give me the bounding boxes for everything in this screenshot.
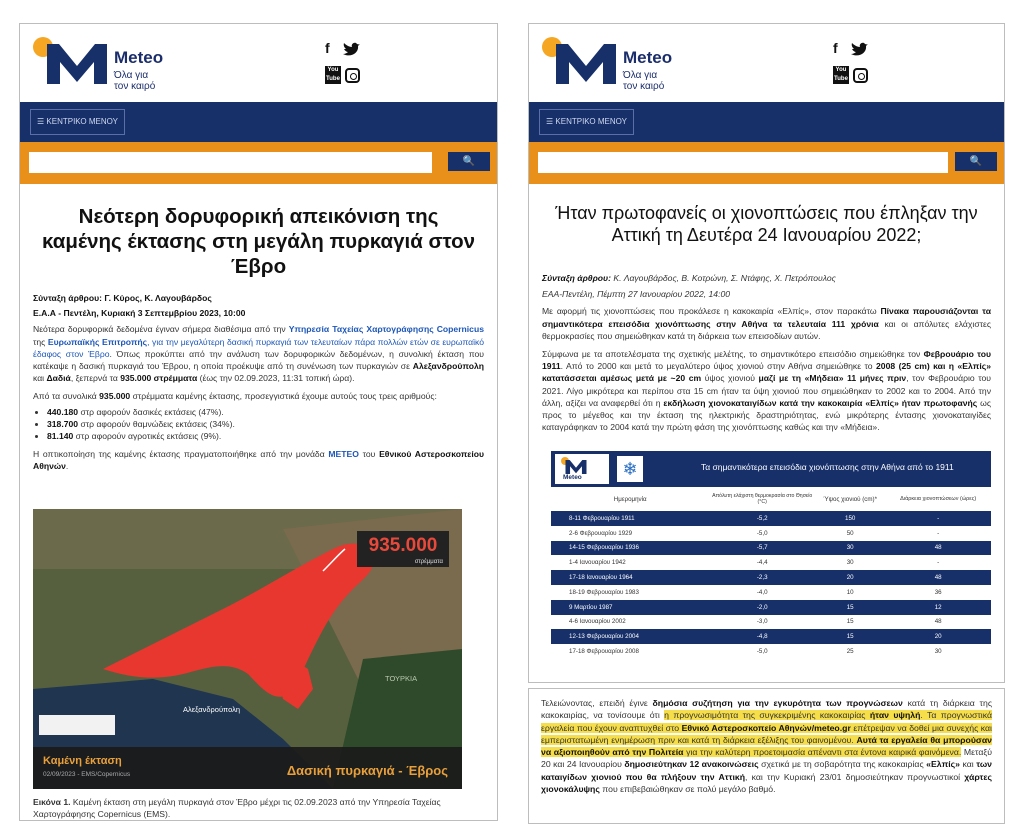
table-row: 9 Μαρτίου 1987 -2,0 15 12 bbox=[551, 600, 991, 615]
burned-area-number: 935.000 στρέμματα bbox=[357, 531, 449, 567]
paragraph-1: Με αφορμή τις χιονοπτώσεις που προκάλεσε η κακοκαιρία «Ελπίς», στον παρακάτω Πίνακα παρουσιάζονται τα σημαντικότερα επεισόδια χιονόπτωσης στην Αθήνα τα τελευταία 111 χρόνια και οι απόλυτες ελάχιστες θερμοκρασίες που σημειώθηκαν κατά τη διάρκεια των επεισοδίων αυτών. bbox=[542, 306, 991, 341]
brand-name: Meteo bbox=[623, 48, 673, 67]
list-item: • 440.180 στρ αφορούν δασικές εκτάσεις (47%). bbox=[47, 406, 484, 418]
fire-link[interactable]: , για την μεγαλύτερη δασική πυρκαγιά των τελευταίων πάρα πολλών ετών σε ευρωπαϊκό έδαφος στον Έβρο bbox=[33, 336, 484, 359]
table-row: 18-19 Φεβρουαρίου 1983 -4,0 10 36 bbox=[551, 585, 991, 600]
brand-name: Meteo bbox=[114, 48, 164, 67]
youtube-icon[interactable]: You Tube bbox=[834, 67, 848, 82]
table-row: 17-18 Ιανουαρίου 1964 -2,3 20 48 bbox=[551, 570, 991, 585]
main-nav-bar bbox=[20, 102, 497, 142]
dateline: Ε.Α.Α - Πεντέλη, Κυριακή 3 Σεπτεμβρίου 2023, 10:00 bbox=[33, 308, 246, 319]
stats-list bbox=[47, 406, 484, 443]
article-body bbox=[33, 292, 484, 479]
map-label-town: Αλεξανδρούπολη bbox=[183, 705, 241, 714]
main-menu-button[interactable]: ☰ ΚΕΝΤΡΙΚΟ ΜΕΝΟΥ bbox=[539, 109, 634, 135]
snowfall-table bbox=[551, 451, 991, 683]
paragraph-1: Νεότερα δορυφορικά δεδομένα έγιναν σήμερα διαθέσιμα από την Υπηρεσία Ταχείας Χαρτογράφησης Copernicus της Ευρωπαϊκής Επιτροπής, για την μεγαλύτερη δασική πυρκαγιά των τελευταίων πάρα πολλών ετών σε ευρωπαϊκό έδαφος στον Έβρο. Όπως προκύπτει από την ανάλυση των δορυφορικών δεδομένων, η συνολική έκταση που κατέκαψε η δασική πυρκαγιά του Έβρου, η οποία προέκυψε από τη συνένωση των πυρκαγιών σε Αλεξανδρούπολη και Δαδιά, ξεπερνά τα 935.000 στρέμματα (έως την 02.09.2023, 11:31 τοπική ώρα). bbox=[33, 324, 484, 384]
list-item: • 81.140 στρ αφορούν αγροτικές εκτάσεις (9%). bbox=[47, 430, 484, 442]
snowfall-data-table bbox=[551, 487, 991, 659]
table-row: 8-11 Φεβρουαρίου 1911 -5,2 150 - bbox=[551, 511, 991, 526]
meteo-logo-icon[interactable] bbox=[556, 44, 616, 84]
twitter-icon[interactable] bbox=[343, 42, 361, 57]
byline: Σύνταξη άρθρου: Κ. Λαγουβάρδος, Β. Κοτρώνη, Σ. Ντάφης, Χ. Πετρόπουλος bbox=[542, 273, 836, 283]
table-row: 12-13 Φεβρουαρίου 2004 -4,8 15 20 bbox=[551, 629, 991, 644]
youtube-icon[interactable]: You Tube bbox=[326, 67, 340, 82]
table-header-temp: Απόλυτη ελάχιστη θερμοκρασία στο Θησείο (°C) bbox=[709, 487, 815, 511]
article-title: Ήταν πρωτοφανείς οι χιονοπτώσεις που έπληξαν την Αττική τη Δευτέρα 24 Ιανουαρίου 2022; bbox=[555, 203, 978, 245]
instagram-icon[interactable] bbox=[345, 68, 360, 83]
dateline: ΕΑΑ-Πεντέλη, Πέμπτη 27 Ιανουαρίου 2022, 14:00 bbox=[542, 289, 731, 300]
main-menu-button[interactable]: ☰ ΚΕΝΤΡΙΚΟ ΜΕΝΟΥ bbox=[30, 109, 125, 135]
table-row: 2-6 Φεβρουαρίου 1929 -5,0 50 - bbox=[551, 526, 991, 541]
meteo-logo-icon[interactable] bbox=[47, 44, 107, 84]
facebook-icon[interactable]: f bbox=[833, 40, 838, 56]
eu-commission-link[interactable]: Ευρωπαϊκής Επιτροπής bbox=[47, 336, 148, 347]
table-header-duration: Διάρκεια χιονοπτώσεων (ώρες) bbox=[885, 487, 991, 511]
twitter-icon[interactable] bbox=[851, 42, 869, 57]
article-excerpt-forecast bbox=[528, 688, 1005, 824]
paragraph-3: Η οπτικοποίηση της καμένης έκτασης πραγματοποιήθηκε από την μονάδα METEO του Εθνικού Αστεροσκοπείου Αθηνών. bbox=[33, 449, 485, 472]
map-caption-source: 02/09/2023 - EMS/Copernicus bbox=[43, 771, 131, 778]
paragraph-2: Από τα συνολικά 935.000 στρέμματα καμένης έκτασης, προσεγγιστικά έχουμε αυτούς τους τρεις αριθμούς: bbox=[33, 391, 437, 402]
main-nav-bar bbox=[529, 102, 1004, 142]
byline: Σύνταξη άρθρου: Γ. Κύρος, Κ. Λαγουβάρδος bbox=[33, 293, 212, 303]
search-icon[interactable]: 🔍 bbox=[448, 152, 490, 171]
search-input[interactable] bbox=[29, 152, 432, 173]
facebook-icon[interactable]: f bbox=[325, 40, 330, 56]
table-header-snow: Ύψος χιονιού (cm)* bbox=[815, 487, 885, 511]
copernicus-link[interactable]: Υπηρεσία Ταχείας Χαρτογράφησης Copernicus bbox=[288, 324, 484, 335]
table-row: 17-18 Φεβρουαρίου 2008 -5,0 25 30 bbox=[551, 644, 991, 659]
list-item: • 318.700 στρ αφορούν θαμνώδεις εκτάσεις (34%). bbox=[47, 418, 484, 430]
excerpt-paragraph: Τελειώνοντας, επειδή έγινε δημόσια συζήτηση για την εγκυρότητα των προγνώσεων κατά τη διάρκεια της κακοκαιρίας, να τονίσουμε ότι η προγνωσιμότητα της συγκεκριμένης κακοκαιρίας ήταν υψηλή. Τα προγνωστικά εργαλεία που έχουν αναπτυχθεί στο Εθνικό Αστεροσκοπείο Αθηνών/meteo.gr επέτρεψαν να δοθεί μια συνεχής και εμπεριστατωμένη ενημέρωση πριν και κατά τη διάρκεια εξέλιξης του φαινομένου. Αυτά τα εργαλεία θα μπορούσαν να αξιοποιηθούν από την Πολιτεία για την καλύτερη προετοιμασία απέναντι στα έντονα καιρικά φαινόμενα. Μεταξύ 20 και 24 Ιανουαρίου δημοσιεύτηκαν 12 ανακοινώσεις σχετικά με τη σοβαρότητα της κακοκαιρίας «Ελπίς» και των καταιγίδων χιονιού που θα πλήξουν την Αττική, και την Κυριακή 23/01 δημοσιεύτηκαν προγνωστικοί χάρτες χιονοκάλυψης που επιβεβαιώθηκαν σε πολύ μεγάλο βαθμό. bbox=[541, 698, 993, 795]
map-label-region: ΤΟΥΡΚΙΑ bbox=[385, 674, 418, 683]
burned-area-map bbox=[33, 509, 462, 789]
site-header bbox=[529, 24, 1004, 102]
article-panel-snow bbox=[528, 23, 1005, 683]
table-row: 14-15 Φεβρουαρίου 1936 -5,7 30 48 bbox=[551, 541, 991, 556]
map-caption-event: Δασική πυρκαγιά - Έβρος bbox=[286, 763, 448, 778]
table-row: 4-6 Ιανουαρίου 2002 -3,0 15 48 bbox=[551, 615, 991, 630]
site-header bbox=[20, 24, 497, 102]
table-header-band bbox=[551, 451, 991, 487]
search-bar bbox=[529, 142, 1004, 184]
article-panel-fire bbox=[19, 23, 498, 821]
partner-logos bbox=[39, 715, 115, 735]
search-input[interactable] bbox=[538, 152, 948, 173]
table-logo: Meteo bbox=[555, 454, 609, 484]
figure-caption: Εικόνα 1. Καμένη έκταση στη μεγάλη πυρκαγιά στον Έβρο μέχρι τις 02.09.2023 από την Υπηρεσία Ταχείας Χαρτογράφησης Copernicus (EMS). bbox=[33, 797, 441, 819]
meteo-logo-icon bbox=[565, 460, 587, 474]
meteo-link[interactable]: METEO bbox=[328, 449, 359, 460]
paragraph-2: Σύμφωνα με τα αποτελέσματα της σχετικής μελέτης, το σημαντικότερο επεισόδιο σημειώθηκε τον Φεβρουάριο του 1911. Από το 2000 και μετά το μεγαλύτερο ύψος χιονιού στην Αθήνα σημειώθηκε το 2008 (25 cm) και η «Ελπίς» κατατάσσεται αμέσως μετά με ~20 cm ύψος χιονιού μαζί με τη «Μήδεια» 11 μήνες πριν, τον Φεβρουάριο του 2021. Λίγο μικρότερα και περίπου στα 15 cm ήταν τα ύψη χιονιού που σημειώθηκαν το 2002 και το 2004. Από την άλλη, αξίζει να αναφερθεί ότι η εκδήλωση χιονοκαταιγίδων κατά την κακοκαιρία «Ελπίς» ήταν πρωτοφανής ως προς το μέγεθος και την έκταση της ηλεκτρικής δραστηριότητας, ενώ μικρότερης έντασης χιονοκαταιγίδες καταγράφηκαν το 2004 κατά την πρώτη φάση της χιονόπτωσης καθώς και την «Μήδεια». bbox=[542, 349, 992, 433]
table-title: Τα σημαντικότερα επεισόδια χιονόπτωσης στην Αθήνα από το 1911 bbox=[701, 462, 954, 472]
instagram-icon[interactable] bbox=[853, 68, 868, 83]
snowflake-icon: ❄ bbox=[617, 456, 643, 482]
brand-tagline: Όλα για τον καιρό bbox=[623, 70, 665, 92]
search-bar bbox=[20, 142, 497, 184]
table-header-date: Ημερομηνία bbox=[551, 487, 709, 511]
search-icon[interactable]: 🔍 bbox=[955, 152, 997, 171]
brand-tagline: Όλα για τον καιρό bbox=[114, 70, 156, 92]
article-body bbox=[542, 272, 991, 439]
table-row: 1-4 Ιανουαρίου 1942 -4,4 30 - bbox=[551, 555, 991, 570]
article-title: Νεότερη δορυφορική απεικόνιση της καμένης έκτασης στη μεγάλη πυρκαγιά στον Έβρο bbox=[41, 205, 476, 278]
map-caption-title: Καμένη έκταση bbox=[43, 755, 122, 767]
